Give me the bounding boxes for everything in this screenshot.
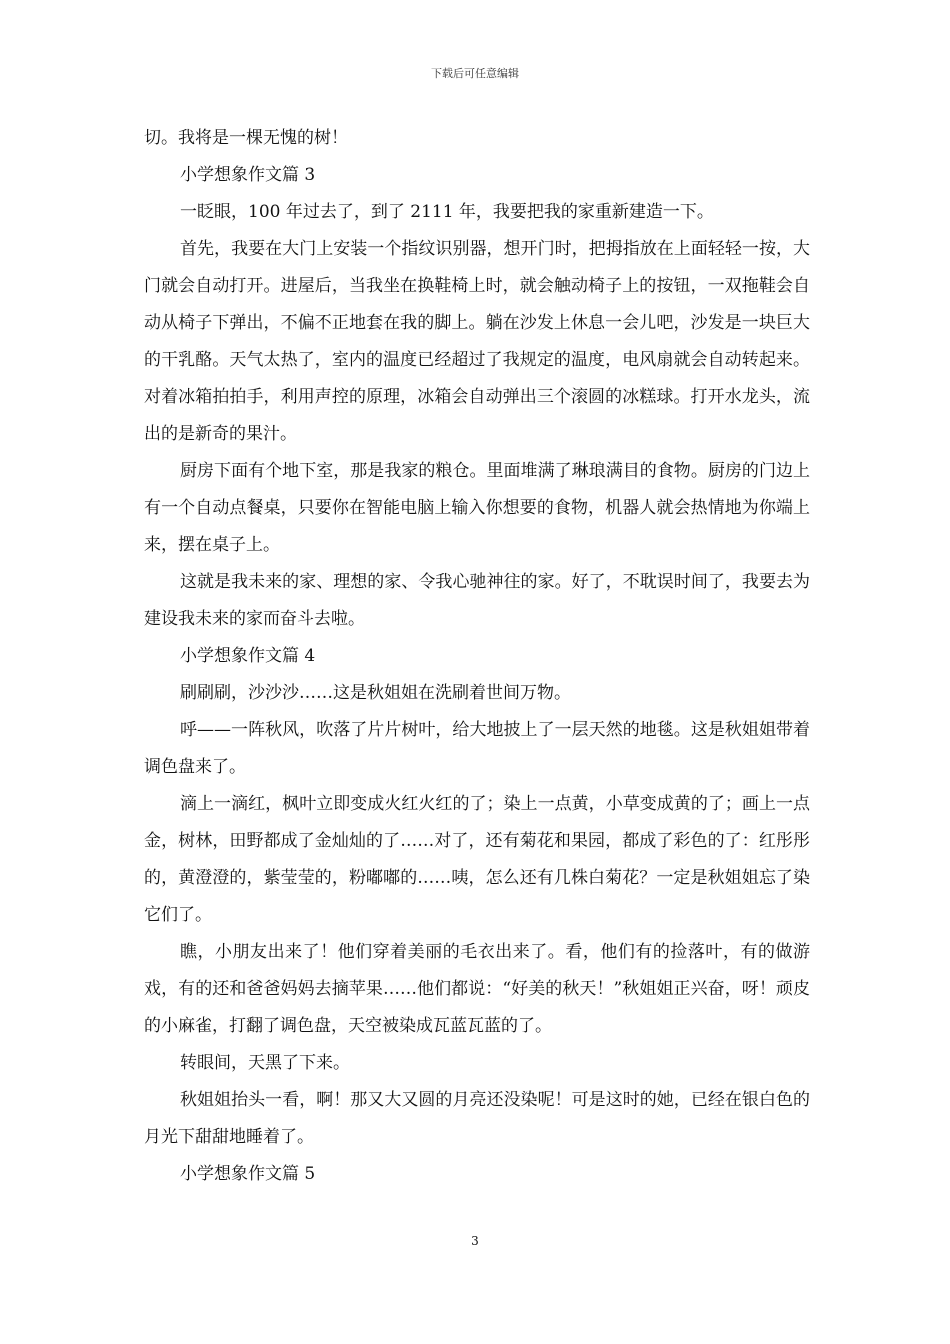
paragraph: 厨房下面有个地下室，那是我家的粮仓。里面堆满了琳琅满目的食物。厨房的门边上有一个自动点餐桌，只要你在智能电脑上输入你想要的食物，机器人就会热情地为你端上来，摆在桌子上。	[144, 461, 810, 555]
paragraph: 转眼间，天黑了下来。	[180, 1053, 350, 1073]
document-body	[144, 120, 810, 1193]
page-header: 下载后可任意编辑	[431, 67, 519, 80]
paragraph: 呼——一阵秋风，吹落了片片树叶，给大地披上了一层天然的地毯。这是秋姐姐带着调色盘来了。	[144, 720, 810, 777]
paragraph: 首先，我要在大门上安装一个指纹识别器，想开门时，把拇指放在上面轻轻一按，大门就会自动打开。进屋后，当我坐在换鞋椅上时，就会触动椅子上的按钮，一双拖鞋会自动从椅子下弹出，不偏不正地套在我的脚上。躺在沙发上休息一会儿吧，沙发是一块巨大的干乳酪。天气太热了，室内的温度已经超过了我规定的温度，电风扇就会自动转起来。对着冰箱拍拍手，利用声控的原理，冰箱会自动弹出三个滚圆的冰糕球。打开水龙头，流出的是新奇的果汁。	[144, 239, 810, 444]
paragraph: 一眨眼，100 年过去了，到了 2111 年，我要把我的家重新建造一下。	[180, 202, 714, 222]
paragraph: 滴上一滴红，枫叶立即变成火红火红的了；染上一点黄，小草变成黄的了；画上一点金，树林，田野都成了金灿灿的了……对了，还有菊花和果园，都成了彩色的了：红彤彤的，黄澄澄的，紫莹莹的，粉嘟嘟的……咦，怎么还有几株白菊花？一定是秋姐姐忘了染它们了。	[144, 794, 810, 925]
section-heading: 小学想象作文篇 3	[180, 165, 316, 185]
page-number: 3	[471, 1234, 479, 1248]
paragraph-continuation: 切。我将是一棵无愧的树！	[144, 128, 348, 148]
section-heading: 小学想象作文篇 4	[180, 646, 316, 666]
section-heading: 小学想象作文篇 5	[180, 1164, 316, 1184]
paragraph: 刷刷刷，沙沙沙……这是秋姐姐在洗刷着世间万物。	[180, 683, 571, 703]
paragraph: 瞧，小朋友出来了！他们穿着美丽的毛衣出来了。看，他们有的捡落叶，有的做游戏，有的还和爸爸妈妈去摘苹果……他们都说：“好美的秋天！”秋姐姐正兴奋，呀！顽皮的小麻雀，打翻了调色盘，天空被染成瓦蓝瓦蓝的了。	[144, 942, 810, 1036]
paragraph: 这就是我未来的家、理想的家、令我心驰神往的家。好了，不耽误时间了，我要去为建设我未来的家而奋斗去啦。	[144, 572, 810, 629]
paragraph: 秋姐姐抬头一看，啊！那又大又圆的月亮还没染呢！可是这时的她，已经在银白色的月光下甜甜地睡着了。	[144, 1090, 810, 1147]
